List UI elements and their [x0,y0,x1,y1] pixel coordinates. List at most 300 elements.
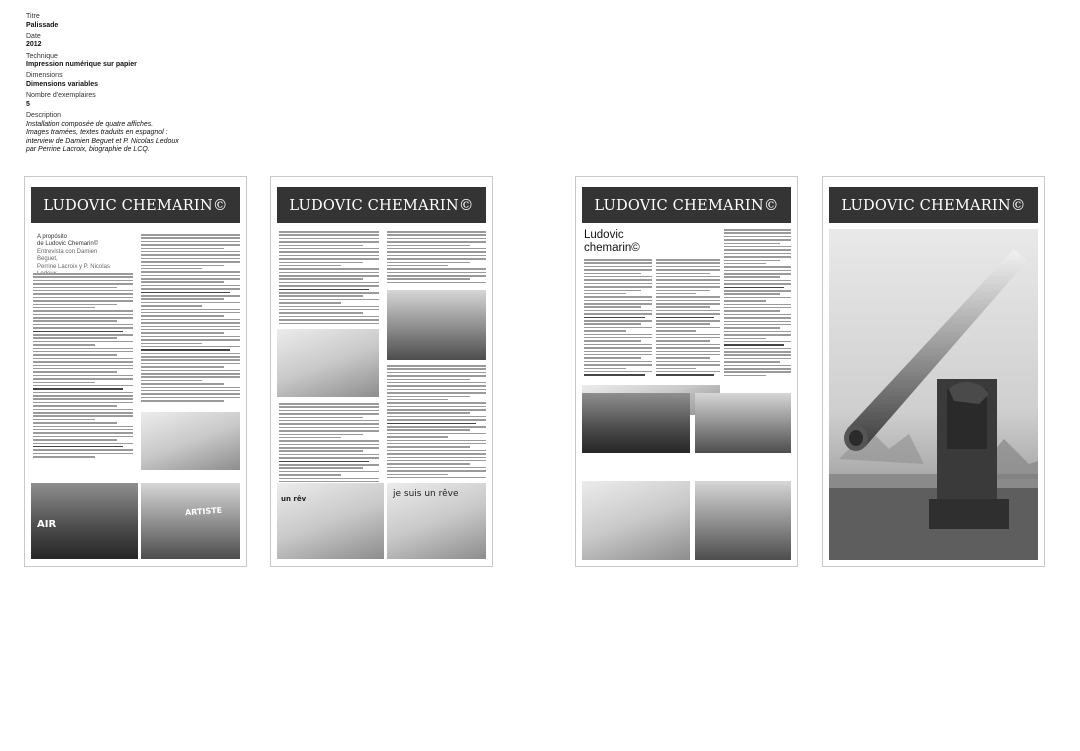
text-line [724,260,780,262]
text-line [279,437,341,439]
text-line [584,374,645,376]
text-line [724,273,791,275]
text-line [33,324,133,326]
text-line [584,262,652,264]
text-line [387,389,486,391]
text-line [584,351,652,353]
text-line [141,393,240,395]
photo [695,481,791,560]
text-line [141,278,240,280]
text-line [724,297,791,299]
banner-title: LUDOVIC CHEMARIN© [43,196,228,214]
text-line [387,268,486,270]
text-line [141,326,240,328]
banner-title: LUDOVIC CHEMARIN© [289,196,474,214]
text-line [724,375,766,377]
text-line [279,457,379,459]
text-line [33,446,123,448]
text-column [141,234,240,404]
text-line [387,429,470,431]
text-line [656,269,720,271]
text-line [141,349,230,351]
photo-word: ARTISTE [184,505,223,518]
text-line [141,271,240,273]
text-line [279,231,379,233]
text-line [279,309,379,311]
cannon-image [829,229,1038,560]
text-line [584,279,652,281]
text-line [387,368,486,370]
photo-word: AIR [37,519,57,530]
photo-air [31,483,138,559]
text-line [279,238,379,240]
text-line [656,286,720,288]
photo [582,393,690,453]
text-line [387,453,486,455]
text-line [33,419,95,421]
photo-artiste [141,483,240,559]
text-line [656,364,720,366]
text-line [387,255,486,257]
poster-banner [829,187,1038,223]
text-line [724,276,780,278]
text-line [656,266,720,268]
text-line [656,293,696,295]
text-line [279,292,379,294]
text-line [724,270,791,272]
text-line [584,313,652,315]
copies-value: 5 [26,100,30,108]
text-line [724,266,791,268]
text-line [387,379,470,381]
text-line [141,254,240,256]
text-line [724,243,780,245]
text-line [33,375,133,377]
text-line [141,356,240,358]
text-line [141,353,240,355]
text-line [33,412,133,414]
text-line [33,436,133,438]
photo [141,412,240,470]
text-line [141,380,202,382]
text-line [584,361,652,363]
text-line [387,275,486,277]
text-line [584,354,652,356]
text-line [33,358,133,360]
technique-label: Technique [26,52,58,60]
text-line [33,432,133,434]
description-line: interview de Damien Beguet et P. Nicolas Ledoux [26,137,179,145]
text-line [33,314,133,316]
text-line [279,316,379,318]
text-line [141,298,224,300]
text-line [584,364,652,366]
text-line [656,337,720,339]
text-line [387,436,448,438]
text-line [279,295,363,297]
text-line [141,315,224,317]
text-line [33,354,117,356]
text-line [724,263,766,265]
text-line [387,463,470,465]
text-line [33,382,95,384]
text-line [279,454,379,456]
text-line [33,297,133,299]
text-line [33,304,117,306]
text-line [724,283,791,285]
text-line [33,402,133,404]
text-line [33,351,133,353]
text-line [387,426,486,428]
text-line [33,405,117,407]
text-line [141,376,240,378]
text-line [33,385,133,387]
text-line [724,368,791,370]
text-line [279,410,379,412]
text-line [141,397,240,399]
text-line [279,420,379,422]
text-column [33,273,133,459]
text-line [279,268,379,270]
text-line [279,285,379,287]
text-line [387,282,486,284]
text-line [279,406,379,408]
text-line [724,287,784,289]
text-line [387,402,486,404]
description-line: par Perrine Lacroix, biographie de LCQ. [26,146,150,154]
text-line [656,300,720,302]
text-line [141,366,224,368]
poster-2 [270,176,493,567]
poster-banner [31,187,240,223]
text-line [387,474,448,476]
text-line [387,419,486,421]
text-line [141,346,240,348]
text-line [279,234,379,236]
text-line [141,234,240,236]
title-value: Palissade [26,21,59,29]
dimensions-value: Dimensions variables [26,80,98,88]
poster-1 [24,176,247,567]
text-line [724,358,791,360]
text-line [279,423,379,425]
text-line [387,372,486,374]
photo-word: un rêv [281,495,307,503]
text-line [33,361,133,363]
text-line [33,280,133,282]
text-line [33,283,133,285]
text-line [584,347,652,349]
text-line [33,317,133,319]
text-line [584,269,652,271]
text-line [141,258,240,260]
text-line [656,361,720,363]
date-value: 2012 [26,41,42,49]
text-line [724,331,791,333]
text-line [387,457,486,459]
text-line [724,338,766,340]
text-line [584,306,641,308]
text-line [141,370,240,372]
text-line [724,229,791,231]
text-line [724,232,791,234]
text-line [584,317,645,319]
text-line [279,427,379,429]
text-line [656,354,720,356]
text-line [584,290,641,292]
text-line [387,234,486,236]
biography-heading: Ludovic chemarin© [584,229,640,254]
text-line [584,357,641,359]
text-line [33,409,133,411]
text-line [141,285,240,287]
text-line [33,449,133,451]
text-line [724,354,791,356]
text-line [584,259,652,261]
text-line [141,295,240,297]
text-line [279,265,341,267]
text-line [387,278,470,280]
text-line [584,327,652,329]
text-line [724,239,791,241]
text-line [387,416,486,418]
text-line [387,265,448,267]
text-line [724,334,791,336]
text-line [141,332,224,334]
technique-value: Impression numérique sur papier [26,61,137,69]
text-line [387,467,486,469]
text-line [141,363,240,365]
text-line [387,248,486,250]
text-line [141,343,202,345]
text-line [584,300,652,302]
text-line [584,276,652,278]
text-line [279,464,379,466]
artwork-metadata [26,13,286,155]
text-line [584,368,626,370]
photo [582,481,690,560]
text-line [33,331,123,333]
text-line [387,258,486,260]
text-line [584,303,652,305]
text-line [656,303,720,305]
text-line [279,245,363,247]
text-line [584,340,641,342]
text-line [387,470,486,472]
text-line [387,231,486,233]
text-line [387,477,486,479]
text-line [724,280,791,282]
text-line [33,368,133,370]
text-line [33,392,133,394]
text-line [33,456,95,458]
text-line [141,288,240,290]
text-line [33,439,117,441]
text-line [141,339,240,341]
text-line [141,244,240,246]
text-line [141,261,240,263]
text-line [279,450,363,452]
text-line [33,398,133,400]
text-line [33,443,133,445]
text-line [656,313,720,315]
text-line [656,371,720,373]
text-line [141,359,240,361]
text-line [656,330,696,332]
text-line [279,403,379,405]
text-line [141,373,240,375]
text-line [584,323,641,325]
description-line: Installation composée de quatre affiches. [26,120,154,128]
text-line [141,319,240,321]
text-line [387,262,470,264]
text-line [141,400,224,402]
text-line [33,307,95,309]
text-line [279,319,379,321]
text-line [141,265,224,267]
text-line [141,312,240,314]
text-line [656,347,720,349]
text-line [33,426,133,428]
text-line [387,409,486,411]
text-line [279,302,341,304]
text-line [279,447,379,449]
text-line [33,341,133,343]
cannon-sculpture-photo [829,229,1038,560]
text-line [724,293,780,295]
description-label: Description [26,111,62,119]
text-line [656,368,696,370]
text-line [387,241,486,243]
text-line [584,344,652,346]
text-line [33,344,95,346]
text-line [279,306,379,308]
text-line [656,259,720,261]
text-line [584,283,652,285]
text-line [724,307,791,309]
text-line [387,396,470,398]
text-line [279,312,363,314]
poster-banner [582,187,791,223]
text-column [387,365,486,480]
text-line [584,334,652,336]
text-line [279,461,369,463]
text-line [724,321,791,323]
text-line [584,371,652,373]
text-column [279,231,379,326]
text-column [656,259,720,378]
text-line [387,392,486,394]
text-line [656,317,714,319]
copies-label: Nombre d'exemplaires [26,92,96,100]
text-line [584,273,641,275]
text-line [279,417,363,419]
text-line [656,374,714,376]
text-line [656,351,720,353]
text-line [387,450,486,452]
text-line [724,365,791,367]
text-line [656,327,720,329]
dimensions-label: Dimensions [26,72,63,80]
text-line [584,337,652,339]
text-line [387,412,470,414]
photo [695,393,791,453]
text-line [279,440,379,442]
text-line [724,371,791,373]
banner-title: LUDOVIC CHEMARIN© [594,196,779,214]
text-line [724,351,791,353]
text-line [141,251,240,253]
text-line [656,290,710,292]
text-line [387,443,486,445]
text-line [141,383,224,385]
poster-3 [575,176,798,567]
text-line [387,440,486,442]
text-line [279,262,363,264]
text-line [584,330,626,332]
text-line [656,273,710,275]
poster-banner [277,187,486,223]
photo [277,329,379,397]
text-line [656,310,720,312]
text-line [33,327,133,329]
text-line [387,385,486,387]
text-line [656,344,720,346]
text-line [33,337,117,339]
text-line [33,276,133,278]
text-line [141,305,202,307]
text-line [387,446,470,448]
text-column [724,229,791,378]
text-line [387,460,486,462]
text-line [724,256,791,258]
text-line [279,444,379,446]
text-line [387,375,486,377]
text-line [33,334,133,336]
text-line [656,334,720,336]
text-line [279,248,379,250]
text-line [279,289,369,291]
text-line [656,306,710,308]
text-line [279,478,379,480]
text-line [141,302,240,304]
text-line [141,275,240,277]
text-line [656,340,710,342]
text-line [279,467,363,469]
text-line [141,241,240,243]
text-line [387,382,486,384]
text-line [724,246,791,248]
text-line [33,320,117,322]
text-line [279,282,379,284]
interview-heading: A propósito de Ludovic Chemarin© Entrevista con Damien Beguet, Perrine Lacroix y P. Nicolas [37,234,110,270]
text-line [387,406,486,408]
text-line [141,268,202,270]
text-line [724,344,784,346]
text-line [141,387,240,389]
text-line [279,255,379,257]
text-line [656,323,710,325]
text-line [33,348,133,350]
title-label: Titre [26,13,40,20]
text-line [279,474,341,476]
text-line [724,324,791,326]
text-line [584,293,626,295]
text-line [279,258,379,260]
text-line [584,296,652,298]
text-line [724,304,791,306]
text-line [724,290,791,292]
